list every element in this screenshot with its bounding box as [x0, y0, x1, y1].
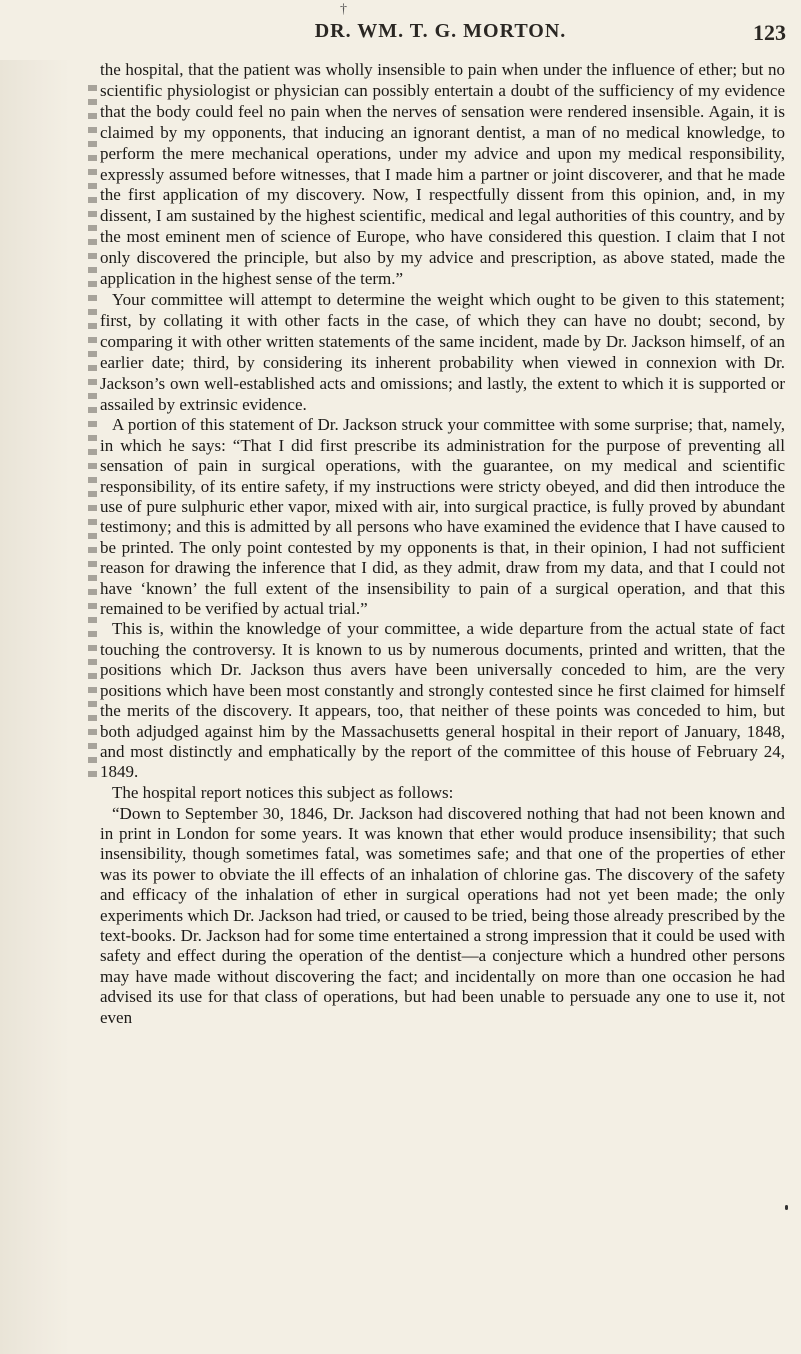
paragraph: “Down to September 30, 1846, Dr. Jackson had discovered nothing that had not been known and in print in London for some years. It was known that ether would produce insensibility; that such insensibility, though sometimes fatal, was sometimes safe; and that one of the properties of ether was its power to obviate the ill effects of an inhalation of chlorine gas. The discovery of the safety and efficacy of the inhalation of ether in surgical operations had not yet been made; the only experiments which Dr. Jackson had tried, or caused to be tried, being those already prescribed by the text-books. Dr. Jackson had for some time entertained a strong impression that it could be used with safety and effect during the operation of the dentist—a conjecture which a hundred other persons may have made without discovering the fact; and incidentally on more than one occasion he had advised its use for that class of operations, but had been unable to persuade any one to use it, not even: [100, 803, 785, 1027]
running-head: [95, 20, 786, 48]
paragraph: A portion of this statement of Dr. Jackson struck your committee with some surprise; that, namely, in which he says: “That I did first prescribe its administration for the purpose of preventing all sensation of pain in surgical operations, with the guarantee, on my medical and scientific responsibility, of its entire safety, if my instructions were stricty obeyed, and did then introduce the use of pure sulphuric ether vapor, mixed with air, into surgical practice, is fully proved by abundant testimony; and this is admitted by all persons who have examined the evidence that I have caused to be printed. The only point contested by my opponents is that, in their opinion, I had not sufficient reason for drawing the inference that I did, as they admit, draw from my data, and that I could not have ‘known’ the full extent of the insensibility to pain of a surgical operation, and that this remained to be verified by actual trial.”: [100, 415, 785, 619]
print-speck: [785, 1205, 788, 1210]
paragraph: the hospital, that the patient was wholly insensible to pain when under the influence of ether; but no scientific physiologist or physician can possibly entertain a doubt of the sufficiency of my evidence that the body could feel no pain when the nerves of sensation were rendered insensible. Again, it is claimed by my opponents, that inducing an ignorant dentist, a man of no medical knowledge, to perform the mere mechanical operations, under my advice and upon my medical responsibility, expressly assumed before witnesses, that I made him a partner or joint discoverer, and that he made the first application of my discovery. Now, I respectfully dissent from this opinion, and, in my dissent, I am sustained by the highest scientific, medical and legal authorities of this country, and by the most eminent men of science of Europe, who have considered this question. I claim that I not only discovered the principle, but also by my advice and prescription, as above stated, made the application in the highest sense of the term.”: [100, 60, 785, 289]
paragraph: This is, within the knowledge of your committee, a wide departure from the actual state of fact touching the controversy. It is known to us by numerous documents, printed and written, that the positions which Dr. Jackson thus avers have been universally conceded to him, are the very positions which have been most constantly and strongly contested since he first claimed for himself the merits of the discovery. It appears, too, that neither of these points was conceded to him, but both adjudged against him by the Massachusetts general hospital in their report of January, 1848, and most distinctly and emphatically by the report of the committee of this house of February 24, 1849.: [100, 619, 785, 782]
page-body: [100, 60, 785, 1028]
paragraph: The hospital report notices this subject as follows:: [112, 782, 454, 802]
binding-edge: [88, 85, 97, 785]
book-gutter-shadow: [0, 60, 70, 1354]
running-head-title: DR. WM. T. G. MORTON.: [314, 20, 567, 42]
top-mark: †: [340, 2, 347, 17]
page-number: 123: [753, 20, 786, 45]
paragraph: Your committee will attempt to determine the weight which ought to be given to this statement; first, by collating it with other facts in the case, of which they can have no doubt; second, by comparing it with other written statements of the same incident, made by Dr. Jackson himself, of an earlier date; third, by considering its inherent probability when viewed in connexion with Dr. Jackson’s own well-established acts and omissions; and lastly, the extent to which it is supported or assailed by extrinsic evidence.: [100, 289, 785, 414]
